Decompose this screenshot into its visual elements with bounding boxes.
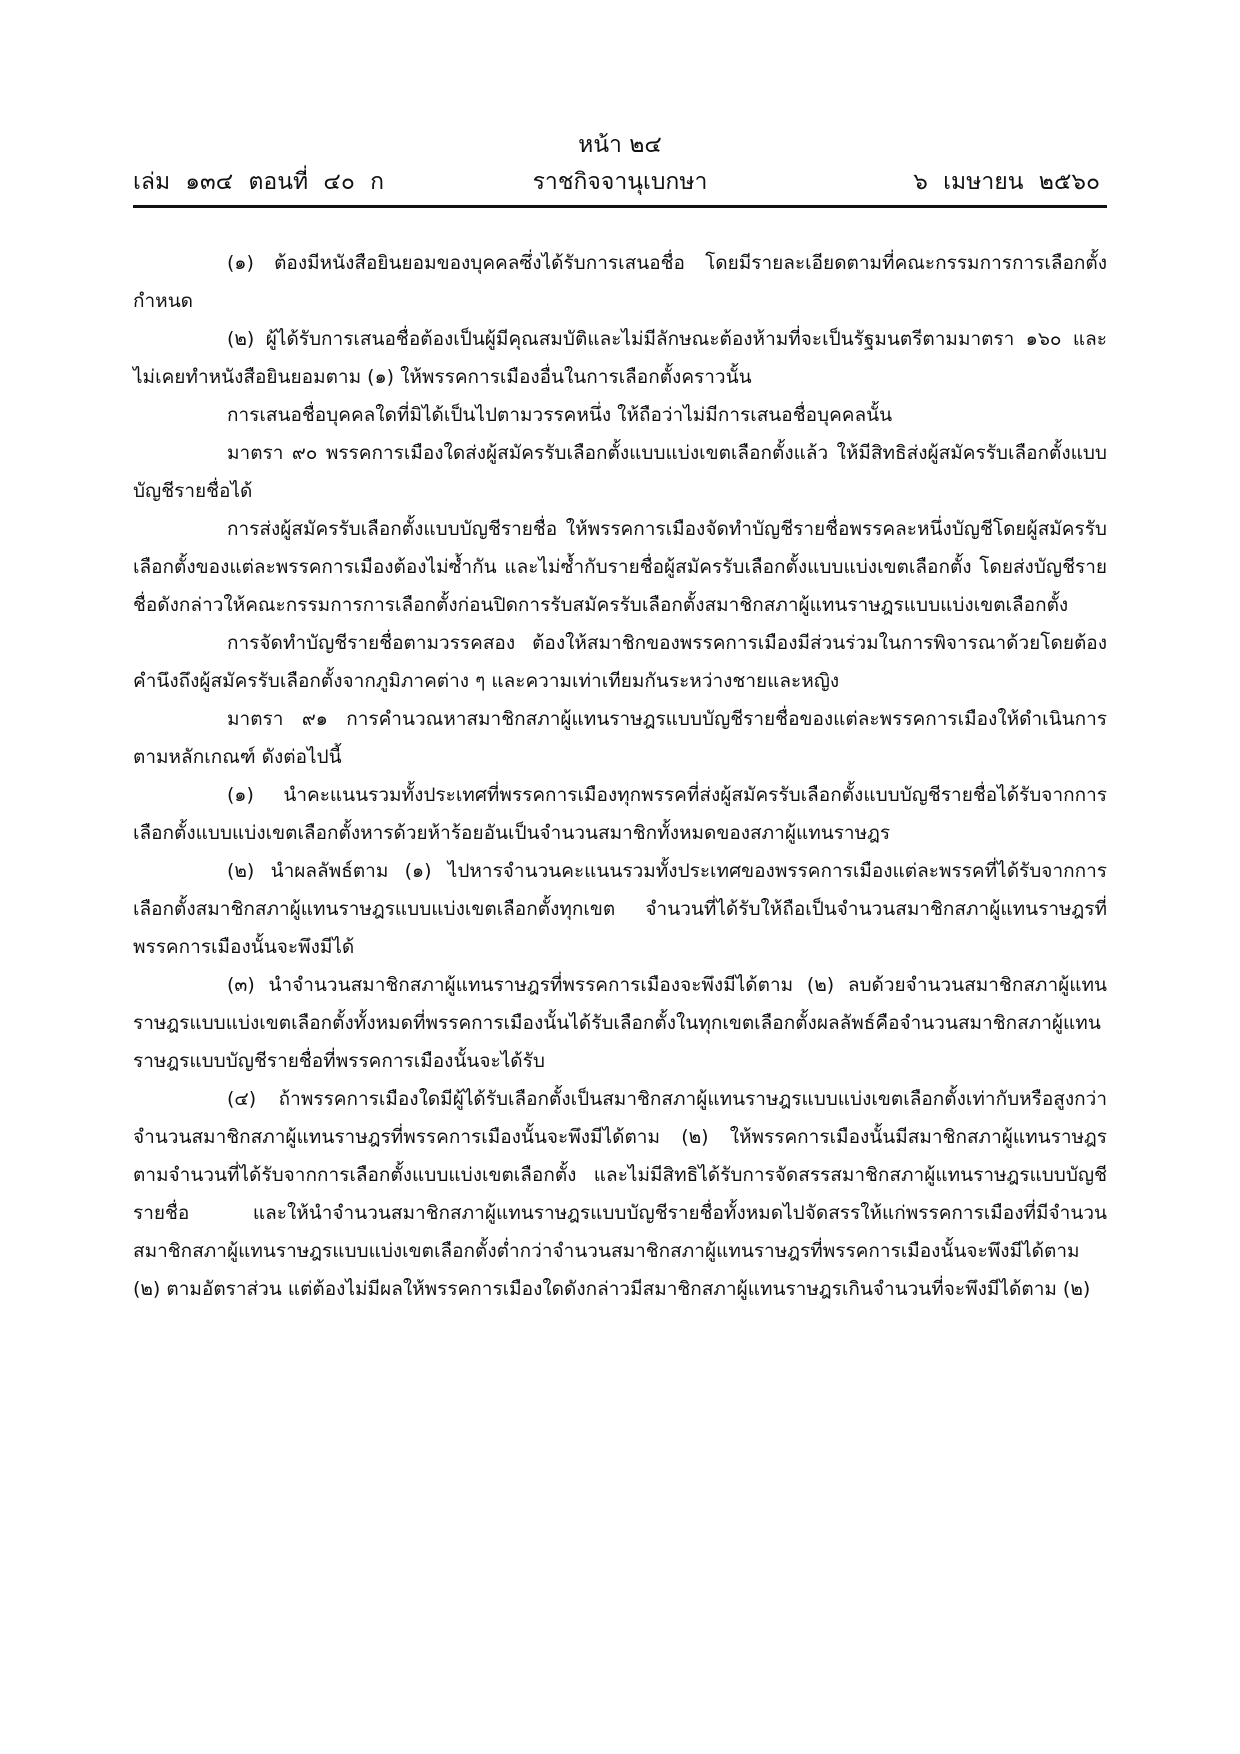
paragraph: (๔) ถ้าพรรคการเมืองใดมีผู้ได้รับเลือกตั้งเป็นสมาชิกสภาผู้แทนราษฎรแบบแบ่งเขตเลือกตั้งเท่ากับหรือสูงกว่าจำนวนสมาชิกสภาผู้แทนราษฎรที่พรรคการเมืองนั้นจะพึงมีได้ตาม (๒) ให้พรรคการเมืองนั้นมีสมาชิกสภาผู้แทนราษฎรตามจำนวนที่ได้รับจากการเลือกตั้งแบบแบ่งเขตเลือกตั้ง และไม่มีสิทธิได้รับการจัดสรรสมาชิกสภาผู้แทนราษฎรแบบบัญชีรายชื่อ และให้นำจำนวนสมาชิกสภาผู้แทนราษฎรแบบบัญชีรายชื่อทั้งหมดไปจัดสรรให้แก่พรรคการเมืองที่มีจำนวนสมาชิกสภาผู้แทนราษฎรแบบแบ่งเขตเลือกตั้งต่ำกว่าจำนวนสมาชิกสภาผู้แทนราษฎรที่พรรคการเมืองนั้นจะพึงมีได้ตาม (๒) ตามอัตราส่วน แต่ต้องไม่มีผลให้พรรคการเมืองใดดังกล่าวมีสมาชิกสภาผู้แทนราษฎรเกินจำนวนที่จะพึงมีได้ตาม (๒) [133, 1088, 1107, 1300]
publication-date: ๖ เมษายน ๒๕๖๐ [913, 169, 1100, 195]
page-number: หน้า ๒๔ [578, 132, 662, 158]
paragraph: (๒) ผู้ได้รับการเสนอชื่อต้องเป็นผู้มีคุณสมบัติและไม่มีลักษณะต้องห้ามที่จะเป็นรัฐมนตรีตามมาตรา ๑๖๐ และไม่เคยทำหนังสือยินยอมตาม (๑) ให้พรรคการเมืองอื่นในการเลือกตั้งคราวนั้น [133, 328, 1107, 388]
paragraph: (๓) นำจำนวนสมาชิกสภาผู้แทนราษฎรที่พรรคการเมืองจะพึงมีได้ตาม (๒) ลบด้วยจำนวนสมาชิกสภาผู้แทนราษฎรแบบแบ่งเขตเลือกตั้งทั้งหมดที่พรรคการเมืองนั้นได้รับเลือกตั้งในทุกเขตเลือกตั้งผลลัพธ์คือจำนวนสมาชิกสภาผู้แทนราษฎรแบบบัญชีรายชื่อที่พรรคการเมืองนั้นจะได้รับ [133, 974, 1107, 1072]
paragraph: (๒) นำผลลัพธ์ตาม (๑) ไปหารจำนวนคะแนนรวมทั้งประเทศของพรรคการเมืองแต่ละพรรคที่ได้รับจากการเลือกตั้งสมาชิกสภาผู้แทนราษฎรแบบแบ่งเขตเลือกตั้งทุกเขต จำนวนที่ได้รับให้ถือเป็นจำนวนสมาชิกสภาผู้แทนราษฎรที่พรรคการเมืองนั้นจะพึงมีได้ [133, 860, 1107, 958]
paragraph: การส่งผู้สมัครรับเลือกตั้งแบบบัญชีรายชื่อ ให้พรรคการเมืองจัดทำบัญชีรายชื่อพรรคละหนึ่งบัญชีโดยผู้สมัครรับเลือกตั้งของแต่ละพรรคการเมืองต้องไม่ซ้ำกัน และไม่ซ้ำกับรายชื่อผู้สมัครรับเลือกตั้งแบบแบ่งเขตเลือกตั้ง โดยส่งบัญชีรายชื่อดังกล่าวให้คณะกรรมการการเลือกตั้งก่อนปิดการรับสมัครรับเลือกตั้งสมาชิกสภาผู้แทนราษฎรแบบแบ่งเขตเลือกตั้ง [133, 518, 1107, 616]
paragraph: (๑) ต้องมีหนังสือยินยอมของบุคคลซึ่งได้รับการเสนอชื่อ โดยมีรายละเอียดตามที่คณะกรรมการการเลือกตั้งกำหนด [133, 252, 1107, 312]
volume-issue: เล่ม ๑๓๔ ตอนที่ ๔๐ ก [133, 169, 385, 195]
section-91: มาตรา ๙๑ การคำนวณหาสมาชิกสภาผู้แทนราษฎรแบบบัญชีรายชื่อของแต่ละพรรคการเมืองให้ดำเนินการตามหลักเกณฑ์ ดังต่อไปนี้ [133, 708, 1107, 768]
section-90: มาตรา ๙๐ พรรคการเมืองใดส่งผู้สมัครรับเลือกตั้งแบบแบ่งเขตเลือกตั้งแล้ว ให้มีสิทธิส่งผู้สมัครรับเลือกตั้งแบบบัญชีรายชื่อได้ [133, 442, 1107, 502]
document-body [133, 244, 1107, 1308]
header-divider [133, 205, 1107, 208]
paragraph: การจัดทำบัญชีรายชื่อตามวรรคสอง ต้องให้สมาชิกของพรรคการเมืองมีส่วนร่วมในการพิจารณาด้วยโดยต้องคำนึงถึงผู้สมัครรับเลือกตั้งจากภูมิภาคต่าง ๆ และความเท่าเทียมกันระหว่างชายและหญิง [133, 632, 1107, 692]
paragraph: (๑) นำคะแนนรวมทั้งประเทศที่พรรคการเมืองทุกพรรคที่ส่งผู้สมัครรับเลือกตั้งแบบบัญชีรายชื่อได้รับจากการเลือกตั้งแบบแบ่งเขตเลือกตั้งหารด้วยห้าร้อยอันเป็นจำนวนสมาชิกทั้งหมดของสภาผู้แทนราษฎร [133, 784, 1107, 844]
paragraph: การเสนอชื่อบุคคลใดที่มิได้เป็นไปตามวรรคหนึ่ง ให้ถือว่าไม่มีการเสนอชื่อบุคคลนั้น [227, 404, 893, 426]
publication-title: ราชกิจจานุเบกษา [532, 169, 708, 195]
